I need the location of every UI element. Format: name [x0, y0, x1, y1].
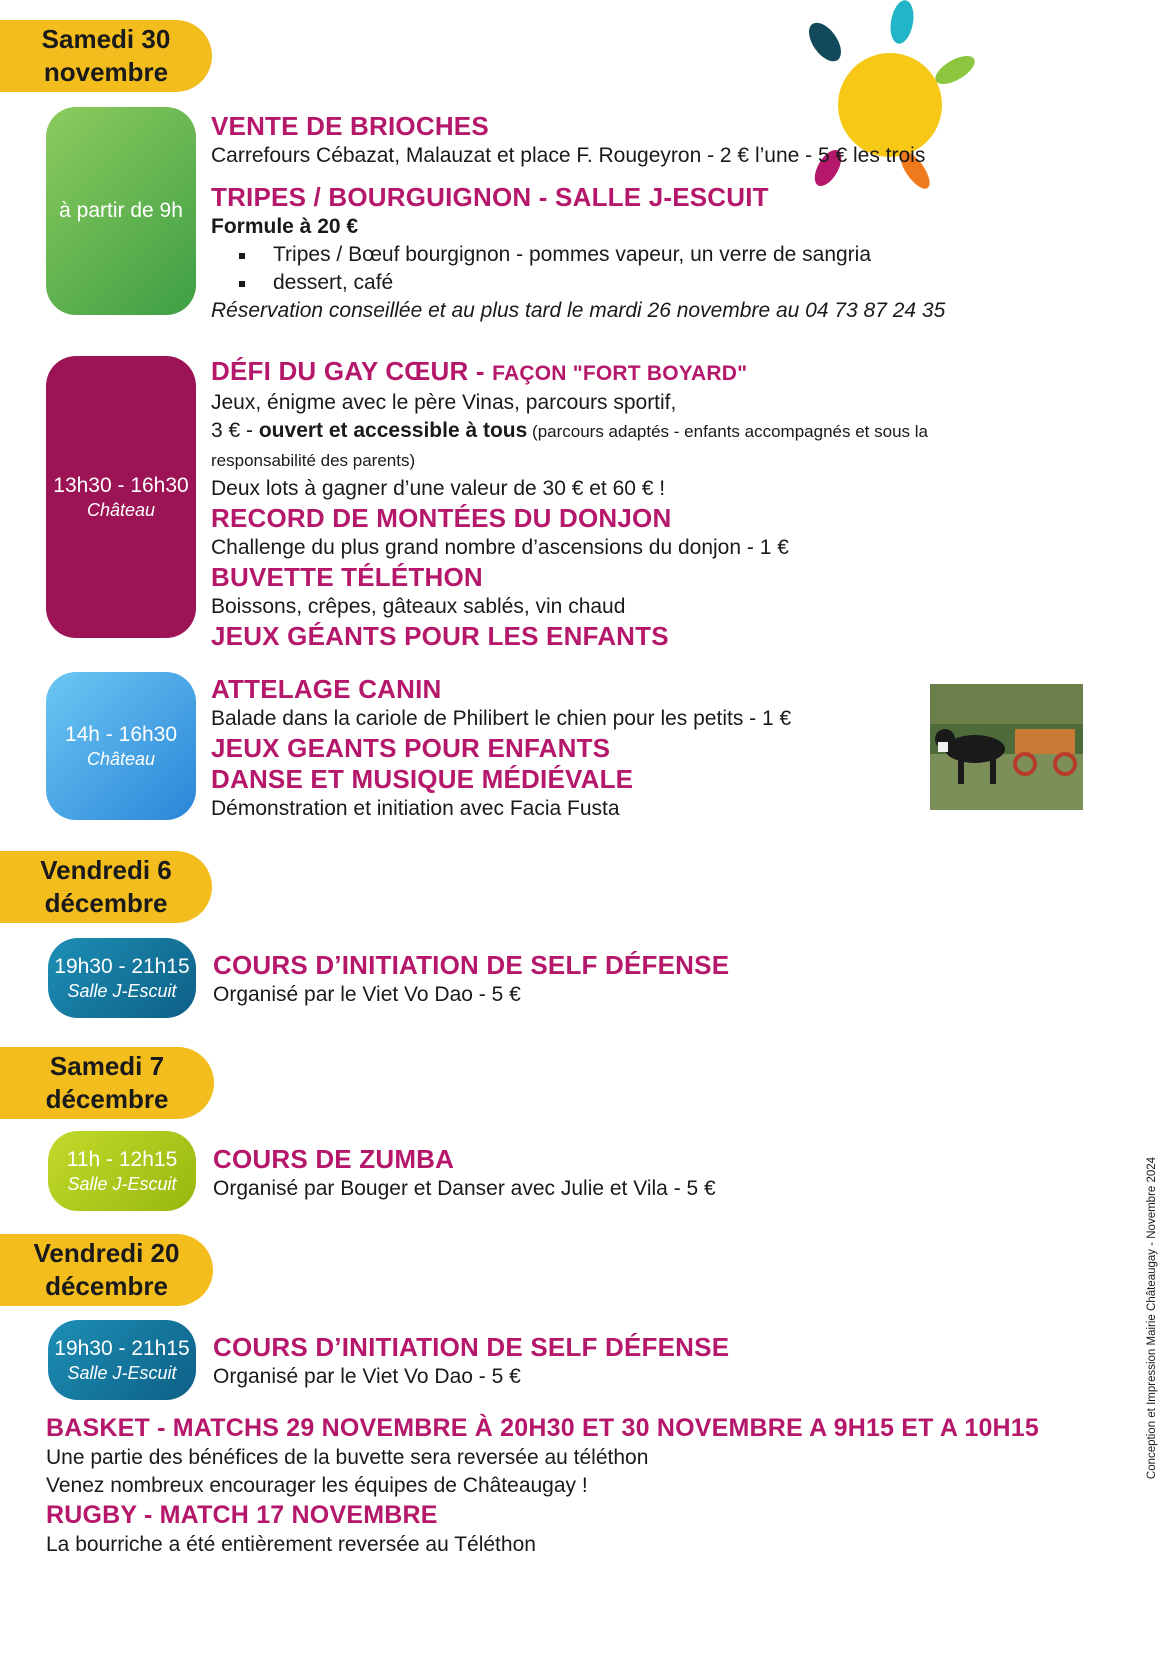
time-box-morning — [46, 107, 196, 315]
price-access: ouvert et accessible à tous — [258, 419, 528, 442]
event-title-defi-main: DÉFI DU GAY CŒUR - — [211, 356, 493, 386]
date-line1: Vendredi 6 — [40, 855, 172, 885]
event-title-buvette: BUVETTE TÉLÉTHON — [211, 562, 483, 592]
place-label: Château — [86, 749, 156, 769]
event-formula: Formule à 20 € — [211, 215, 359, 238]
credit-vertical: Conception et Impression Mairie Châteaugay - Novembre 2024 — [1146, 1156, 1158, 1480]
menu-list — [211, 241, 1111, 297]
place-label: Salle J-Escuit — [67, 981, 177, 1001]
price-note: (parcours adaptés - enfants accompagnés et sous la responsabilité des parents) — [211, 422, 928, 470]
date-line1: Samedi 30 — [41, 24, 171, 54]
place-label: Château — [86, 500, 156, 520]
place-label: Salle J-Escuit — [67, 1363, 177, 1383]
time-label: à partir de 9h — [59, 199, 183, 222]
event-text-danse: Démonstration et initiation avec Facia Fusta — [211, 797, 620, 820]
event-title-defi — [211, 356, 1001, 389]
event-title-tripes: TRIPES / BOURGUIGNON - SALLE J-ESCUIT — [211, 182, 769, 212]
event-title-attelage: ATTELAGE CANIN — [211, 674, 442, 704]
date-tab-vendredi-6 — [0, 851, 212, 923]
event-text-defi: Jeux, énigme avec le père Vinas, parcours sportif, — [211, 391, 677, 414]
time-box-zumba — [48, 1131, 196, 1211]
event-text-donjon: Challenge du plus grand nombre d’ascensions du donjon - 1 € — [211, 536, 789, 559]
event-title-defi-sub: FAÇON "FORT BOYARD" — [492, 362, 748, 385]
date-line2: décembre — [45, 1084, 169, 1114]
rugby-title: RUGBY - MATCH 17 NOVEMBRE — [46, 1501, 438, 1529]
event-lots: Deux lots à gagner d’une valeur de 30 € et 60 € ! — [211, 477, 666, 500]
price: 3 € - — [211, 419, 259, 442]
date-line2: décembre — [44, 888, 168, 918]
event-block-self-defense-1 — [213, 950, 913, 1009]
event-text-attelage: Balade dans la cariole de Philibert le chien pour les petits - 1 € — [211, 707, 792, 730]
event-title-donjon: RECORD DE MONTÉES DU DONJON — [211, 503, 672, 533]
place-label: Salle J-Escuit — [67, 1174, 177, 1194]
time-box-self-defense-1 — [48, 938, 196, 1018]
event-block-afternoon — [211, 356, 1001, 652]
date-tab-samedi-30 — [0, 20, 212, 92]
time-label: 11h - 12h15 — [66, 1148, 178, 1171]
time-label: 14h - 16h30 — [64, 723, 178, 746]
basket-line1: Une partie des bénéfices de la buvette sera reversée au téléthon — [46, 1446, 649, 1469]
event-block-canin — [211, 674, 911, 823]
event-text: Organisé par le Viet Vo Dao - 5 € — [213, 1365, 521, 1388]
time-label: 13h30 - 16h30 — [53, 474, 189, 497]
time-box-self-defense-2 — [48, 1320, 196, 1400]
date-line1: Samedi 7 — [49, 1051, 165, 1081]
event-title: COURS D’INITIATION DE SELF DÉFENSE — [213, 1332, 730, 1362]
basket-line2: Venez nombreux encourager les équipes de Châteaugay ! — [46, 1474, 588, 1497]
event-title-brioches: VENTE DE BRIOCHES — [211, 111, 489, 141]
event-block-self-defense-2 — [213, 1332, 913, 1391]
date-tab-samedi-7 — [0, 1047, 214, 1119]
time-label: 19h30 - 21h15 — [54, 1337, 190, 1360]
dog-cart-photo — [930, 684, 1083, 810]
event-title-jeux-geants: JEUX GEANTS POUR ENFANTS — [211, 733, 611, 763]
event-block-morning — [211, 111, 1111, 325]
event-title: COURS D’INITIATION DE SELF DÉFENSE — [213, 950, 730, 980]
event-price-defi — [211, 417, 1001, 475]
event-text-brioches: Carrefours Cébazat, Malauzat et place F. Rougeyron - 2 € l’une - 5 € les trois — [211, 144, 926, 167]
list-item: Tripes / Bœuf bourgignon - pommes vapeur, un verre de sangria — [273, 241, 1111, 269]
event-title-jeux: JEUX GÉANTS POUR LES ENFANTS — [211, 621, 669, 651]
list-item: dessert, café — [273, 269, 1111, 297]
event-text: Organisé par Bouger et Danser avec Julie et Vila - 5 € — [213, 1177, 716, 1200]
time-label: 19h30 - 21h15 — [54, 955, 190, 978]
basket-title: BASKET - MATCHS 29 NOVEMBRE À 20H30 ET 30 NOVEMBRE A 9H15 ET A 10H15 — [46, 1414, 1040, 1442]
date-line2: novembre — [43, 57, 169, 87]
date-tab-vendredi-20 — [0, 1234, 213, 1306]
event-text-buvette: Boissons, crêpes, gâteaux sablés, vin chaud — [211, 595, 626, 618]
date-line1: Vendredi 20 — [33, 1238, 180, 1268]
rugby-line1: La bourriche a été entièrement reversée au Téléthon — [46, 1533, 536, 1556]
event-block-zumba — [213, 1144, 913, 1203]
sports-section — [46, 1413, 1086, 1559]
event-text: Organisé par le Viet Vo Dao - 5 € — [213, 983, 521, 1006]
event-title: COURS DE ZUMBA — [213, 1144, 455, 1174]
time-box-canin — [46, 672, 196, 820]
date-line2: décembre — [45, 1271, 168, 1301]
event-title-danse: DANSE ET MUSIQUE MÉDIÉVALE — [211, 764, 634, 794]
reservation-note: Réservation conseillée et au plus tard le mardi 26 novembre au 04 73 87 24 35 — [211, 299, 946, 322]
time-box-afternoon — [46, 356, 196, 638]
